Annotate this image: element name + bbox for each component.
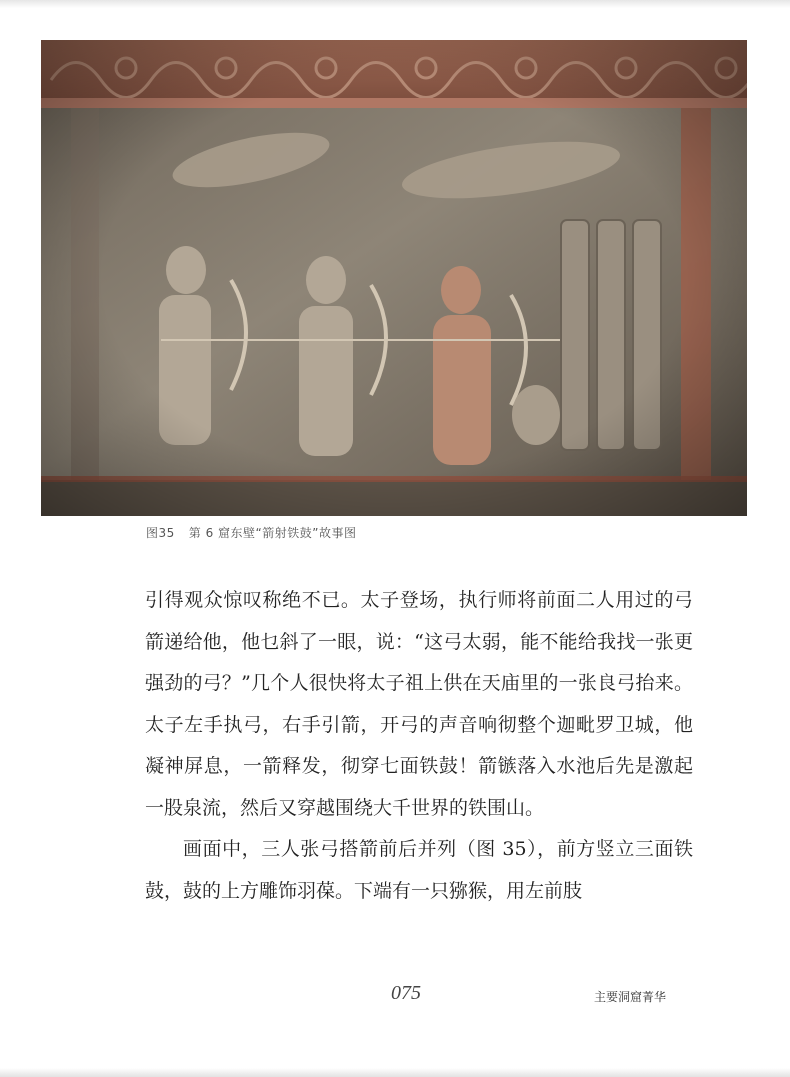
figure-title: 第 6 窟东壁“箭射铁鼓”故事图 [188,526,357,540]
page-edge-bottom [0,1068,790,1077]
body-text [145,580,693,912]
relief-photo [41,40,747,516]
page-number: 075 [391,982,421,1004]
figure-caption [146,524,356,541]
figure-number: 图35 [146,526,175,540]
paragraph: 画面中，三人张弓搭箭前后并列（图 35），前方竖立三面铁鼓，鼓的上方雕饰羽葆。下端有一只猕猴，用左前肢 [145,838,693,902]
running-head: 主要洞窟菁华 [594,990,667,1004]
paragraph: 引得观众惊叹称绝不已。太子登场，执行师将前面二人用过的弓箭递给他，他乜斜了一眼，说：“这弓太弱，能不能给我找一张更强劲的弓？”几个人很快将太子祖上供在天庙里的一张良弓抬来。太子左手执弓，右手引箭，开弓的声音响彻整个迦毗罗卫城，他凝神屏息，一箭释发，彻穿七面铁鼓！箭镞落入水池后先是激起一股泉流，然后又穿越围绕大千世界的铁围山。 [145,589,693,819]
page-edge-top [0,0,790,8]
relief-carving-photo-icon [41,40,747,516]
